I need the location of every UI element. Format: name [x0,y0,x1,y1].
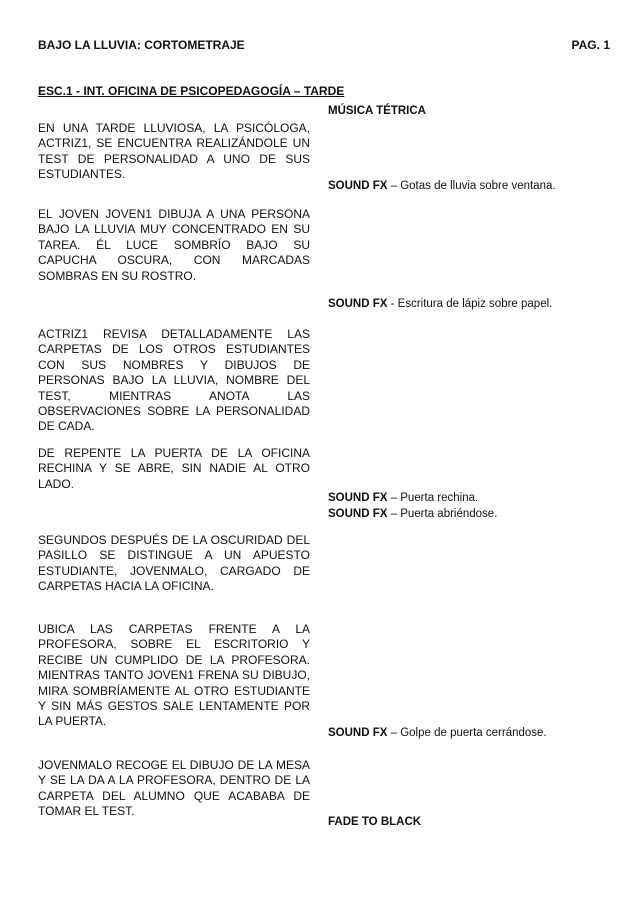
sound-fx-label: SOUND FX [328,298,388,310]
action-paragraph-5: SEGUNDOS DESPUÉS DE LA OSCURIDAD DEL PASILLO SE DISTINGUE A UN APUESTO ESTUDIANTE, JOVENMALO, CARGADO DE CARPETAS HACIA LA OFICINA. [38,533,310,594]
sound-fx-text: – Gotas de lluvia sobre ventana. [390,180,556,192]
action-paragraph-3: ACTRIZ1 REVISA DETALLADAMENTE LAS CARPETAS DE LOS OTROS ESTUDIANTES CON SUS NOMBRES Y DIBUJOS DE PERSONAS BAJO LA LLUVIA, NOMBRE DEL TEST, MIENTRAS ANOTA LAS OBSERVACIONES SOBRE LA PERSONALIDAD DE CADA. [38,327,310,434]
sound-fx-label: SOUND FX [328,508,388,520]
sound-fx-text: – Golpe de puerta cerrándose. [390,727,547,739]
fade-cue: FADE TO BLACK [328,816,422,828]
action-paragraph-1: EN UNA TARDE LLUVIOSA, LA PSICÓLOGA, ACTRIZ1, SE ENCUENTRA REALIZÁNDOLE UN TEST DE PERSONALIDAD A UNO DE SUS ESTUDIANTES. [38,121,310,182]
sound-fx-text: – Puerta rechina. [390,492,479,504]
page-header-title: BAJO LA LLUVIA: CORTOMETRAJE [38,38,245,52]
sound-cue-1 [328,178,618,194]
action-paragraph-7: JOVENMALO RECOGE EL DIBUJO DE LA MESA Y SE LA DA A LA PROFESORA, DENTRO DE LA CARPETA DEL ALUMNO QUE ACABABA DE TOMAR EL TEST. [38,758,310,819]
sound-fx-label: SOUND FX [328,492,388,504]
page-number: PAG. 1 [571,38,610,52]
sound-fx-text: - Escritura de lápiz sobre papel. [390,298,553,310]
sound-fx-label: SOUND FX [328,727,388,739]
sound-cue-3 [328,490,618,506]
action-paragraph-4: DE REPENTE LA PUERTA DE LA OFICINA RECHINA Y SE ABRE, SIN NADIE AL OTRO LADO. [38,446,310,491]
sound-cue-4 [328,506,618,522]
sound-fx-text: – Puerta abriéndose. [390,508,498,520]
music-cue: MÚSICA TÉTRICA [328,105,426,117]
sound-fx-label: SOUND FX [328,180,388,192]
action-paragraph-6: UBICA LAS CARPETAS FRENTE A LA PROFESORA, SOBRE EL ESCRITORIO Y RECIBE UN CUMPLIDO DE LA PROFESORA. MIENTRAS TANTO JOVEN1 FRENA SU DIBUJO, MIRA SOMBRÍAMENTE AL OTRO ESTUDIANTE Y SIN MÁS GESTOS SALE LENTAMENTE POR LA PUERTA. [38,622,310,729]
action-paragraph-2: EL JOVEN JOVEN1 DIBUJA A UNA PERSONA BAJO LA LLUVIA MUY CONCENTRADO EN SU TAREA. ÉL LUCE SOMBRÍO BAJO SU CAPUCHA OSCURA, CON MARCADAS SOMBRAS EN SU ROSTRO. [38,207,310,283]
sound-cue-5 [328,725,618,741]
scene-heading: ESC.1 - INT. OFICINA DE PSICOPEDAGOGÍA – TARDE [38,84,345,98]
sound-cue-2 [328,296,618,312]
